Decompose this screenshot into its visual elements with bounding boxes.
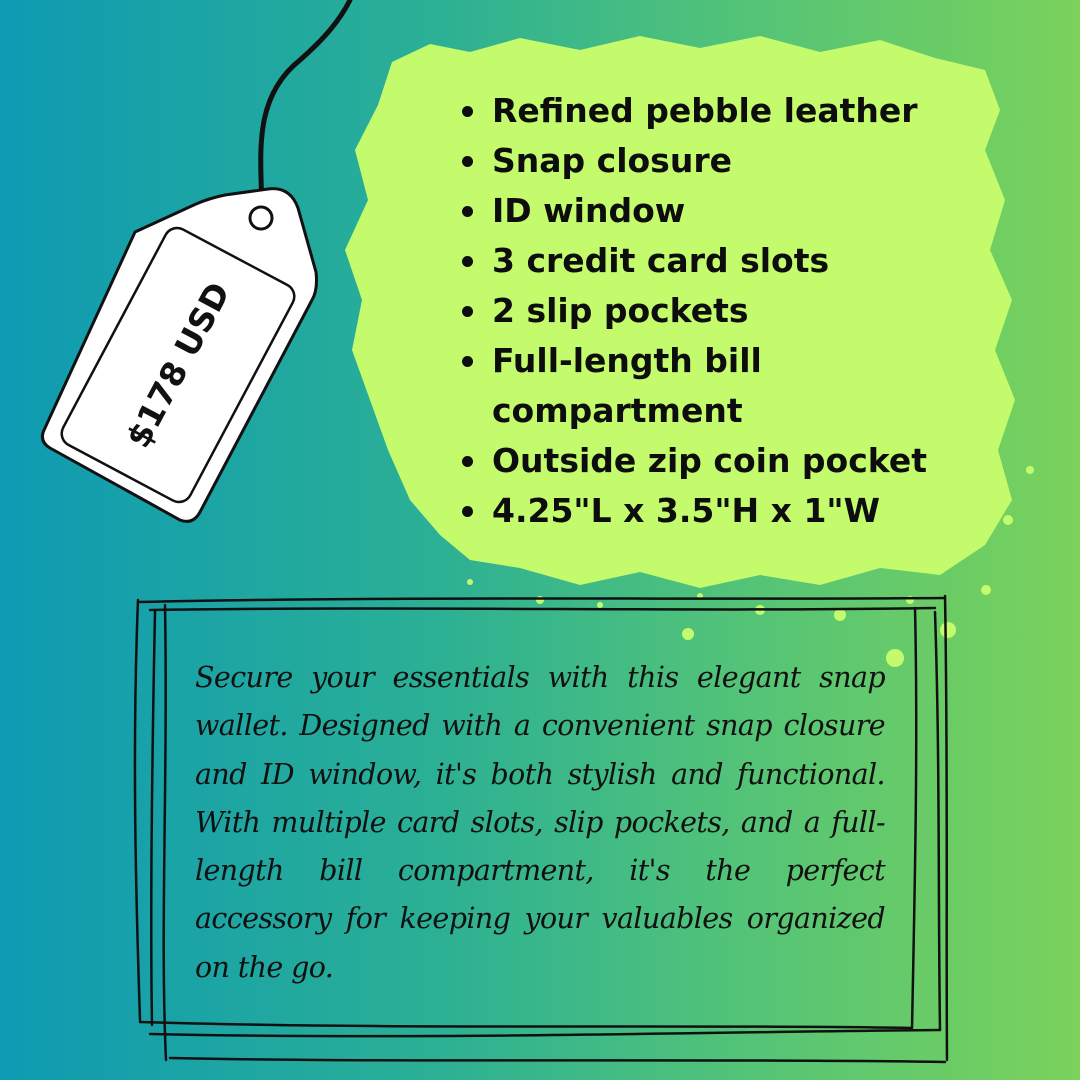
feature-item: Full-length bill compartment <box>462 336 962 436</box>
feature-item: 4.25"L x 3.5"H x 1"W <box>462 486 962 536</box>
price-label: $178 USD <box>118 275 238 455</box>
product-description: Secure your essentials with this elegant snap wallet. Designed with a convenient snap closure and ID window, it's both stylish and functional. With multiple card slots, slip pockets, and a full-length bill compartment, it's the perfect accessory for keeping your valuables organized on the go. <box>195 661 885 984</box>
feature-item: Outside zip coin pocket <box>462 436 962 486</box>
feature-item: Snap closure <box>462 136 962 186</box>
feature-item: ID window <box>462 186 962 236</box>
feature-item: 3 credit card slots <box>462 236 962 286</box>
feature-item: 2 slip pockets <box>462 286 962 336</box>
feature-item: Refined pebble leather <box>462 86 962 136</box>
